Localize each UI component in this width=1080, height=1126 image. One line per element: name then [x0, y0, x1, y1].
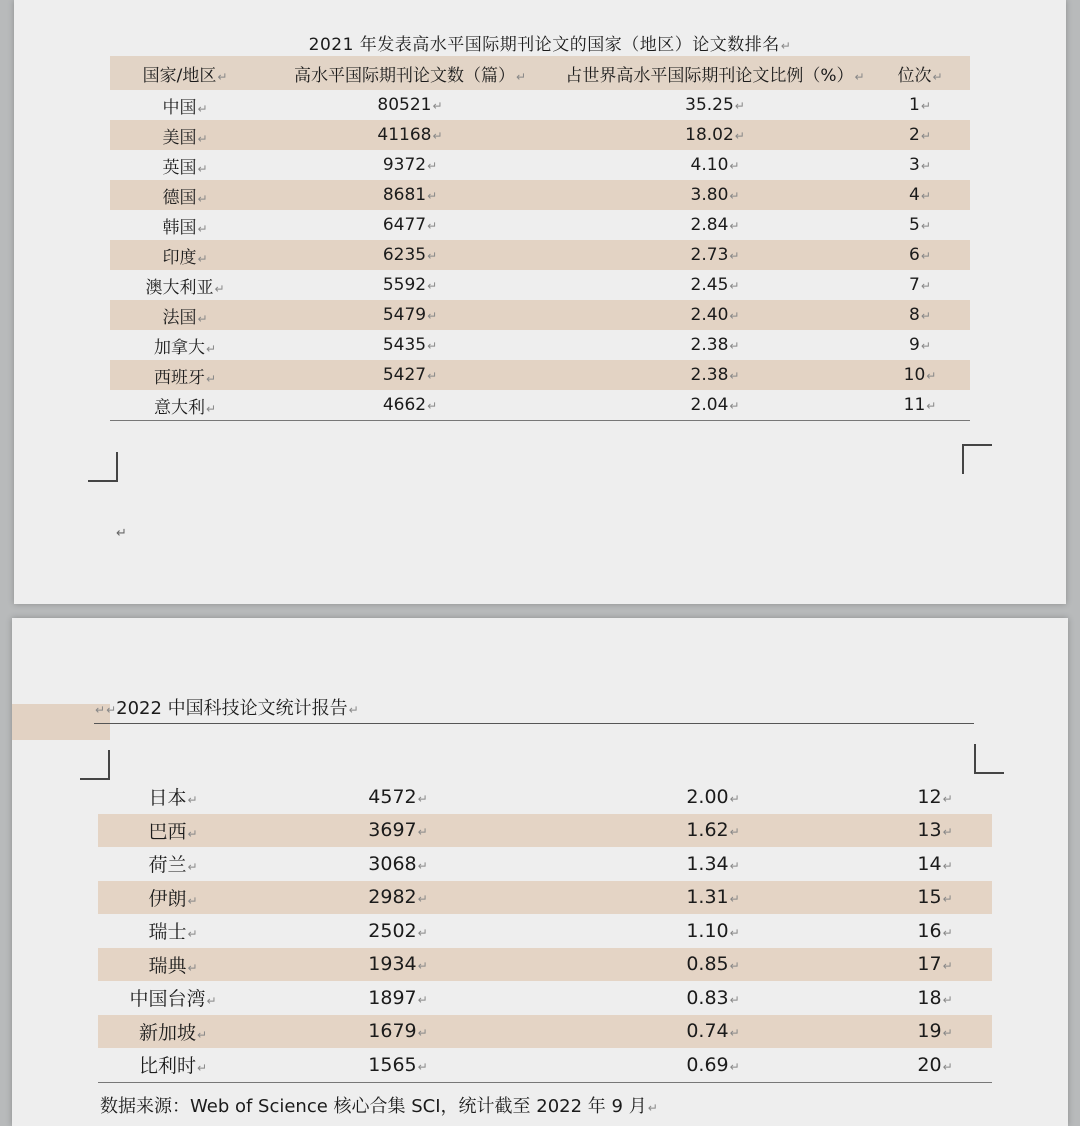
table-header-row [110, 56, 970, 90]
cell-paper-count: 1679↵ [248, 1015, 548, 1049]
cell-country: 加拿大↵ [153, 337, 217, 358]
cell-paper-count: 5479↵ [260, 300, 560, 330]
cell-country: 韩国↵ [162, 217, 208, 238]
cell-rank: 14↵ [917, 852, 953, 875]
cell-country: 瑞典↵ [98, 948, 248, 982]
table-row [98, 780, 992, 814]
cell-paper-count: 5435↵ [382, 335, 438, 355]
cell-country: 西班牙↵ [110, 360, 260, 390]
cell-paper-count: 5427↵ [260, 360, 560, 390]
cell-world-share: 2.45↵ [690, 275, 740, 295]
cell-rank: 3↵ [909, 155, 931, 175]
table-title: 2021 年发表高水平国际期刊论文的国家（地区）论文数排名↵ [308, 35, 792, 55]
cell-paper-count: 3068↵ [368, 852, 428, 875]
table-row [110, 330, 970, 360]
cell-rank: 4↵ [870, 180, 970, 210]
header-world-share: 占世界高水平国际期刊论文比例（%）↵ [560, 56, 870, 90]
cell-world-share: 4.10↵ [690, 155, 740, 175]
cell-rank: 19↵ [878, 1015, 992, 1049]
cell-paper-count: 4572↵ [368, 785, 428, 808]
cell-world-share: 2.38↵ [560, 360, 870, 390]
document-page-1 [14, 0, 1066, 604]
cell-rank: 18↵ [917, 986, 953, 1009]
cell-paper-count: 8681↵ [260, 180, 560, 210]
cell-world-share: 0.83↵ [686, 986, 740, 1009]
table-row [110, 150, 970, 180]
report-header: ↵↵2022 中国科技论文统计报告↵ [94, 694, 974, 724]
cell-world-share: 1.34↵ [686, 852, 740, 875]
cell-paper-count: 2502↵ [368, 919, 428, 942]
crop-mark [974, 744, 1004, 774]
cell-world-share: 0.74↵ [548, 1015, 878, 1049]
crop-mark [962, 444, 992, 474]
cell-rank: 2↵ [870, 120, 970, 150]
cell-paper-count: 3697↵ [248, 814, 548, 848]
cell-paper-count: 4662↵ [260, 390, 560, 421]
cell-rank: 6↵ [870, 240, 970, 270]
header-paper-count: 高水平国际期刊论文数（篇）↵ [260, 56, 560, 90]
cell-world-share: 2.84↵ [690, 215, 740, 235]
cell-country: 日本↵ [148, 787, 198, 810]
table-row [110, 210, 970, 240]
table-row [98, 948, 992, 982]
cell-country: 美国↵ [110, 120, 260, 150]
cell-country: 意大利↵ [110, 390, 260, 421]
cell-country: 澳大利亚↵ [145, 277, 225, 298]
table-row [98, 914, 992, 948]
table-row [110, 390, 970, 421]
header-country: 国家/地区↵ [110, 56, 260, 90]
ranking-table-2021 [110, 56, 970, 421]
table-row [110, 120, 970, 150]
cell-country: 瑞士↵ [148, 921, 198, 944]
cell-rank: 9↵ [909, 335, 931, 355]
cell-paper-count: 6235↵ [260, 240, 560, 270]
table-row [98, 847, 992, 881]
cell-country: 中国台湾↵ [129, 988, 217, 1011]
cell-rank: 10↵ [870, 360, 970, 390]
header-rank: 位次↵ [870, 56, 970, 90]
cell-world-share: 2.73↵ [560, 240, 870, 270]
cell-world-share: 1.62↵ [548, 814, 878, 848]
cell-country: 中国↵ [162, 97, 208, 118]
crop-mark [88, 452, 118, 482]
cell-paper-count: 1934↵ [248, 948, 548, 982]
table-row [110, 180, 970, 210]
cell-rank: 15↵ [878, 881, 992, 915]
cell-world-share: 0.85↵ [548, 948, 878, 982]
table-row [110, 270, 970, 300]
table-row [98, 814, 992, 848]
cell-country: 伊朗↵ [98, 881, 248, 915]
table-row [110, 360, 970, 390]
cell-paper-count: 41168↵ [260, 120, 560, 150]
cell-world-share: 18.02↵ [560, 120, 870, 150]
cell-country: 比利时↵ [98, 1048, 248, 1082]
cell-country: 英国↵ [162, 157, 208, 178]
cell-paper-count: 1897↵ [368, 986, 428, 1009]
cell-paper-count: 1565↵ [248, 1048, 548, 1082]
table-row [110, 90, 970, 120]
cell-country: 巴西↵ [98, 814, 248, 848]
cell-rank: 5↵ [909, 215, 931, 235]
table-row [98, 1048, 992, 1082]
cell-world-share: 2.04↵ [560, 390, 870, 421]
table-row [110, 240, 970, 270]
cell-world-share: 1.31↵ [548, 881, 878, 915]
cell-rank: 7↵ [909, 275, 931, 295]
cell-rank: 16↵ [917, 919, 953, 942]
cell-country: 印度↵ [110, 240, 260, 270]
cell-world-share: 1.10↵ [686, 919, 740, 942]
table-row [98, 881, 992, 915]
cell-paper-count: 80521↵ [377, 95, 443, 115]
cell-world-share: 2.00↵ [686, 785, 740, 808]
cell-world-share: 2.38↵ [690, 335, 740, 355]
cell-country: 法国↵ [110, 300, 260, 330]
paragraph-mark: ↵ [116, 526, 127, 541]
cell-country: 德国↵ [110, 180, 260, 210]
cell-paper-count: 5592↵ [382, 275, 438, 295]
cell-rank: 20↵ [878, 1048, 992, 1082]
cell-paper-count: 6477↵ [382, 215, 438, 235]
cell-rank: 13↵ [878, 814, 992, 848]
table-row [110, 300, 970, 330]
ranking-table-continued [98, 780, 992, 1083]
cell-rank: 17↵ [878, 948, 992, 982]
cell-country: 荷兰↵ [148, 854, 198, 877]
cell-rank: 1↵ [909, 95, 931, 115]
cell-rank: 11↵ [870, 390, 970, 421]
cell-world-share: 3.80↵ [560, 180, 870, 210]
cell-world-share: 35.25↵ [685, 95, 745, 115]
cell-rank: 8↵ [870, 300, 970, 330]
cell-country: 新加坡↵ [98, 1015, 248, 1049]
cell-paper-count: 9372↵ [382, 155, 438, 175]
crop-mark [80, 750, 110, 780]
cell-world-share: 2.40↵ [560, 300, 870, 330]
data-source-note: 数据来源：Web of Science 核心合集 SCI，统计截至 2022 年 9 月↵ [100, 1096, 658, 1117]
cell-rank: 12↵ [917, 785, 953, 808]
cell-world-share: 0.69↵ [548, 1048, 878, 1082]
table-row [98, 1015, 992, 1049]
document-page-2 [12, 618, 1068, 1126]
cell-paper-count: 2982↵ [248, 881, 548, 915]
table-row [98, 981, 992, 1015]
